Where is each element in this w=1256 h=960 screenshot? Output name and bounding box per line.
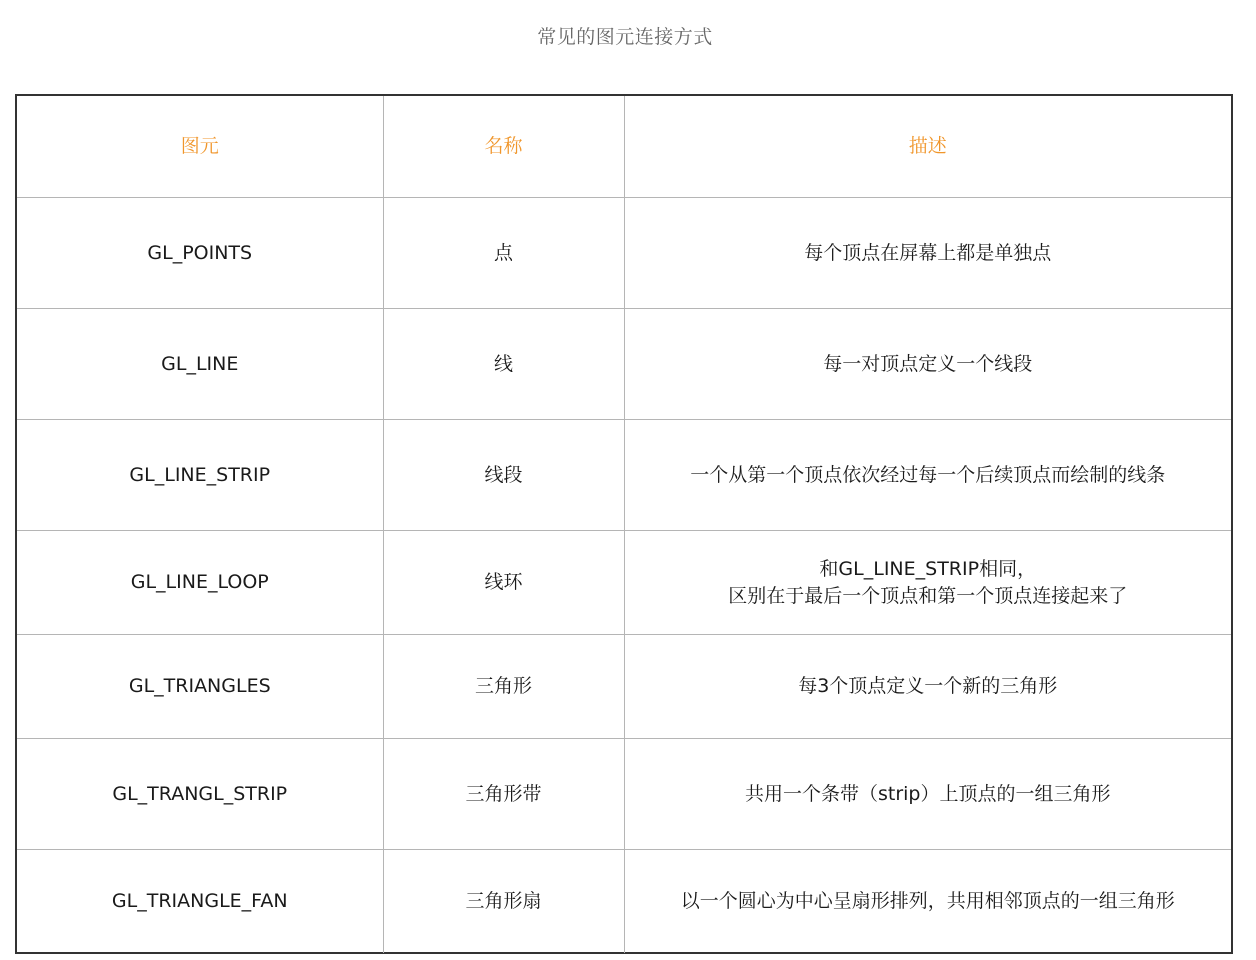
header-name: 名称 bbox=[383, 96, 624, 198]
cell-description bbox=[624, 309, 1231, 420]
cell-primitive: GL_TRANGL_STRIP bbox=[17, 739, 383, 850]
description-line: 每个顶点在屏幕上都是单独点 bbox=[804, 241, 1052, 264]
header-primitive: 图元 bbox=[17, 96, 383, 198]
cell-name: 三角形 bbox=[383, 635, 624, 739]
table-row bbox=[17, 420, 1231, 531]
primitive-table-grid bbox=[17, 96, 1231, 953]
table-row bbox=[17, 309, 1231, 420]
description-line: 以一个圆心为中心呈扇形排列，共用相邻顶点的一组三角形 bbox=[680, 890, 1175, 912]
cell-primitive: GL_LINE bbox=[17, 309, 383, 420]
header-description: 描述 bbox=[624, 96, 1231, 198]
cell-description bbox=[624, 635, 1231, 739]
cell-name: 三角形扇 bbox=[383, 850, 624, 954]
table-row bbox=[17, 531, 1231, 635]
cell-description bbox=[624, 198, 1231, 309]
cell-primitive: GL_TRIANGLE_FAN bbox=[17, 850, 383, 954]
table-row bbox=[17, 739, 1231, 850]
cell-name: 线段 bbox=[383, 420, 624, 531]
header-row bbox=[17, 96, 1231, 198]
description-line: 区别在于最后一个顶点和第一个顶点连接起来了 bbox=[728, 584, 1128, 607]
cell-description bbox=[624, 420, 1231, 531]
cell-primitive: GL_LINE_STRIP bbox=[17, 420, 383, 531]
cell-name: 点 bbox=[383, 198, 624, 309]
cell-primitive: GL_TRIANGLES bbox=[17, 635, 383, 739]
description-line: 每3个顶点定义一个新的三角形 bbox=[798, 675, 1058, 697]
description-line: 共用一个条带（strip）上顶点的一组三角形 bbox=[744, 782, 1111, 805]
cell-primitive: GL_LINE_LOOP bbox=[17, 531, 383, 635]
description-line: 每一对顶点定义一个线段 bbox=[823, 352, 1033, 375]
cell-name: 三角形带 bbox=[383, 739, 624, 850]
table-row bbox=[17, 198, 1231, 309]
description-line: 一个从第一个顶点依次经过每一个后续顶点而绘制的线条 bbox=[690, 463, 1166, 486]
primitive-table bbox=[15, 94, 1233, 954]
description-line: 和GL_LINE_STRIP相同， bbox=[819, 557, 1037, 580]
cell-description bbox=[624, 739, 1231, 850]
table-row bbox=[17, 635, 1231, 739]
table-row bbox=[17, 850, 1231, 954]
cell-primitive: GL_POINTS bbox=[17, 198, 383, 309]
cell-description bbox=[624, 850, 1231, 954]
cell-description bbox=[624, 531, 1231, 635]
cell-name: 线环 bbox=[383, 531, 624, 635]
table-caption: 常见的图元连接方式 bbox=[537, 26, 713, 48]
cell-name: 线 bbox=[383, 309, 624, 420]
